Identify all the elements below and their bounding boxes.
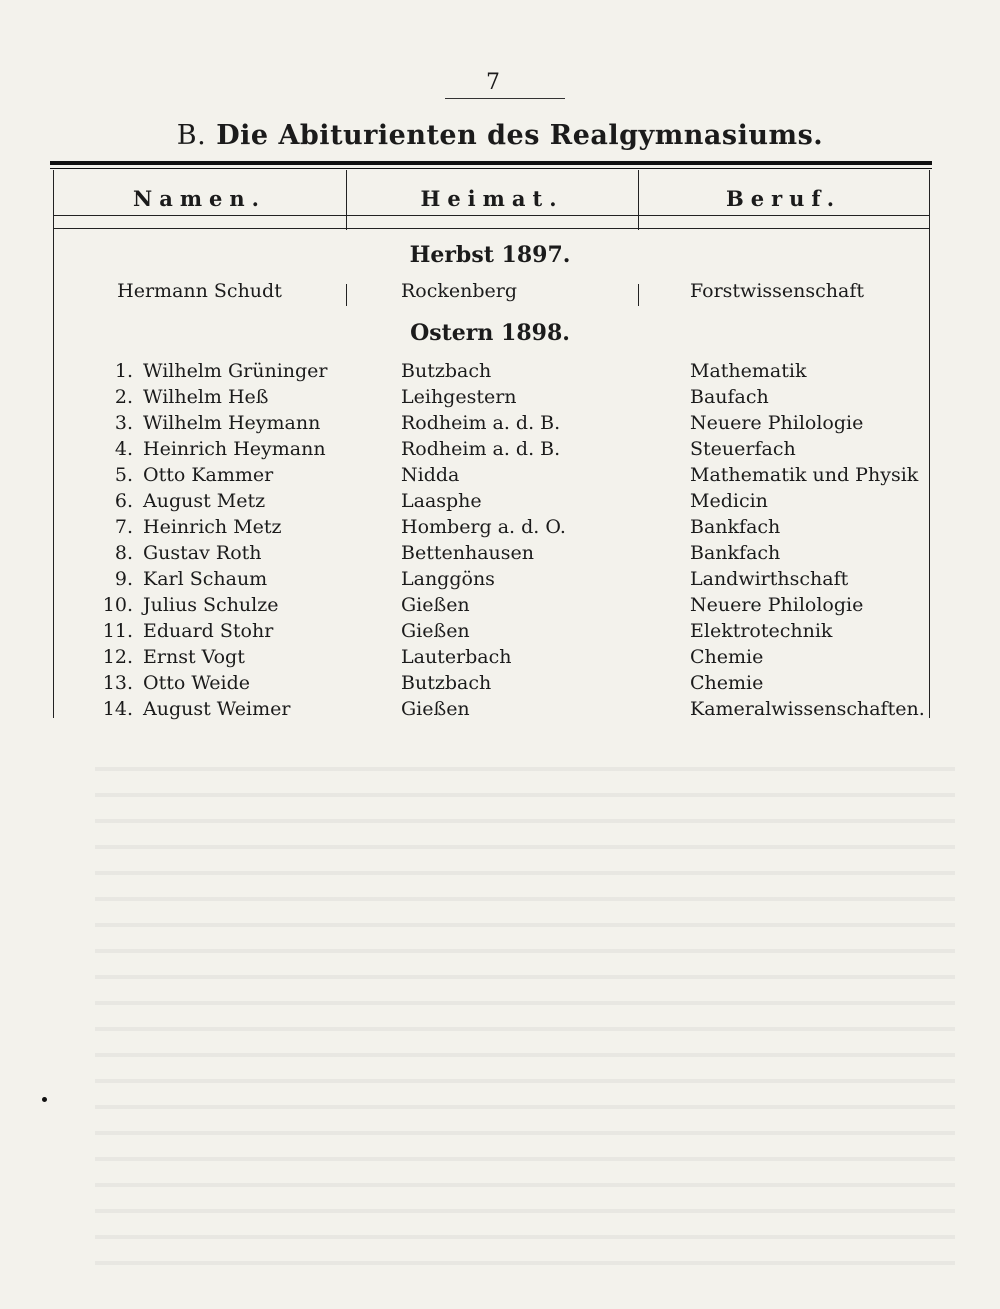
- section-title-herbst: Herbst 1897.: [409, 242, 571, 268]
- graduates-table: [53, 170, 929, 718]
- row-home: Bettenhausen: [401, 542, 534, 564]
- row-home: Laasphe: [401, 490, 482, 512]
- row-name: Karl Schaum: [143, 568, 268, 590]
- row-number: 11.: [102, 620, 133, 642]
- header-rule-lower: [53, 228, 929, 229]
- row-name: Hermann Schudt: [117, 280, 282, 302]
- row-number: 9.: [114, 568, 133, 590]
- row-home: Lauterbach: [401, 646, 512, 668]
- table-row: [53, 360, 929, 386]
- table-row: [53, 568, 929, 594]
- row-home: Gießen: [401, 620, 470, 642]
- row-home: Leihgestern: [401, 386, 517, 408]
- table-row: [53, 672, 929, 698]
- row-number: 14.: [102, 698, 133, 720]
- table-row: [53, 280, 929, 306]
- table-row: [53, 542, 929, 568]
- header-rule-upper: [53, 215, 929, 216]
- row-profession: Forstwissenschaft: [690, 280, 864, 302]
- row-profession: Neuere Philologie: [690, 412, 864, 434]
- row-name: Julius Schulze: [143, 594, 279, 616]
- row-number: 1.: [114, 360, 133, 382]
- row-home: Gießen: [401, 594, 470, 616]
- table-row: [53, 386, 929, 412]
- row-name: Otto Weide: [143, 672, 251, 694]
- table-row: [53, 516, 929, 542]
- row-profession: Kameralwissenschaften.: [690, 698, 925, 720]
- row-number: 5.: [114, 464, 133, 486]
- row-home: Gießen: [401, 698, 470, 720]
- row-profession: Bankfach: [690, 542, 781, 564]
- row-number: 13.: [102, 672, 133, 694]
- row-number: 2.: [114, 386, 133, 408]
- ink-dot: [42, 1097, 47, 1102]
- bleed-through-texture: [95, 745, 955, 1265]
- row-profession: Neuere Philologie: [690, 594, 864, 616]
- table-row: [53, 620, 929, 646]
- row-number: 10.: [102, 594, 133, 616]
- row-name: Wilhelm Heß: [143, 386, 269, 408]
- table-row: [53, 490, 929, 516]
- table-row: [53, 438, 929, 464]
- row-home: Rockenberg: [401, 280, 518, 302]
- row-profession: Medicin: [690, 490, 768, 512]
- row-home: Rodheim a. d. B.: [401, 438, 561, 460]
- row-profession: Steuerfach: [690, 438, 796, 460]
- heading-title: Die Abiturienten des Realgymnasiums.: [216, 120, 824, 151]
- table-row: [53, 646, 929, 672]
- table-row: [53, 412, 929, 438]
- row-number: 4.: [114, 438, 133, 460]
- row-name: Heinrich Heymann: [143, 438, 326, 460]
- column-header-home: Heimat.: [420, 186, 564, 211]
- row-home: Nidda: [401, 464, 460, 486]
- row-number: 8.: [114, 542, 133, 564]
- row-name: Eduard Stohr: [143, 620, 274, 642]
- row-profession: Mathematik und Physik: [690, 464, 919, 486]
- row-name: August Weimer: [143, 698, 291, 720]
- column-header-names: Namen.: [133, 186, 266, 211]
- section-title-ostern: Ostern 1898.: [410, 320, 570, 346]
- row-home: Butzbach: [401, 672, 492, 694]
- row-number: 7.: [114, 516, 133, 538]
- page-heading: [0, 120, 1000, 151]
- page-number: 7: [486, 70, 500, 95]
- page-number-rule: [445, 98, 565, 99]
- row-home: Homberg a. d. O.: [401, 516, 566, 538]
- row-home: Rodheim a. d. B.: [401, 412, 561, 434]
- row-home: Butzbach: [401, 360, 492, 382]
- column-header-profession: Beruf.: [725, 186, 842, 211]
- table-row: [53, 594, 929, 620]
- row-profession: Elektrotechnik: [690, 620, 833, 642]
- heading-rule-thin: [50, 168, 932, 169]
- row-profession: Chemie: [690, 672, 764, 694]
- row-number: 6.: [114, 490, 133, 512]
- row-profession: Mathematik: [690, 360, 807, 382]
- row-profession: Chemie: [690, 646, 764, 668]
- row-profession: Landwirthschaft: [690, 568, 849, 590]
- row-name: Otto Kammer: [143, 464, 274, 486]
- row-home: Langgöns: [401, 568, 495, 590]
- heading-letter: B.: [176, 120, 207, 151]
- heading-rule-thick: [50, 161, 932, 165]
- row-name: Wilhelm Grüninger: [143, 360, 328, 382]
- row-number: 12.: [102, 646, 133, 668]
- row-name: Wilhelm Heymann: [143, 412, 321, 434]
- row-name: Ernst Vogt: [143, 646, 245, 668]
- row-name: Heinrich Metz: [143, 516, 282, 538]
- table-row: [53, 464, 929, 490]
- table-row: [53, 698, 929, 724]
- row-name: August Metz: [143, 490, 266, 512]
- row-profession: Bankfach: [690, 516, 781, 538]
- row-profession: Baufach: [690, 386, 769, 408]
- row-name: Gustav Roth: [143, 542, 262, 564]
- table-right-border: [929, 170, 930, 718]
- row-number: 3.: [114, 412, 133, 434]
